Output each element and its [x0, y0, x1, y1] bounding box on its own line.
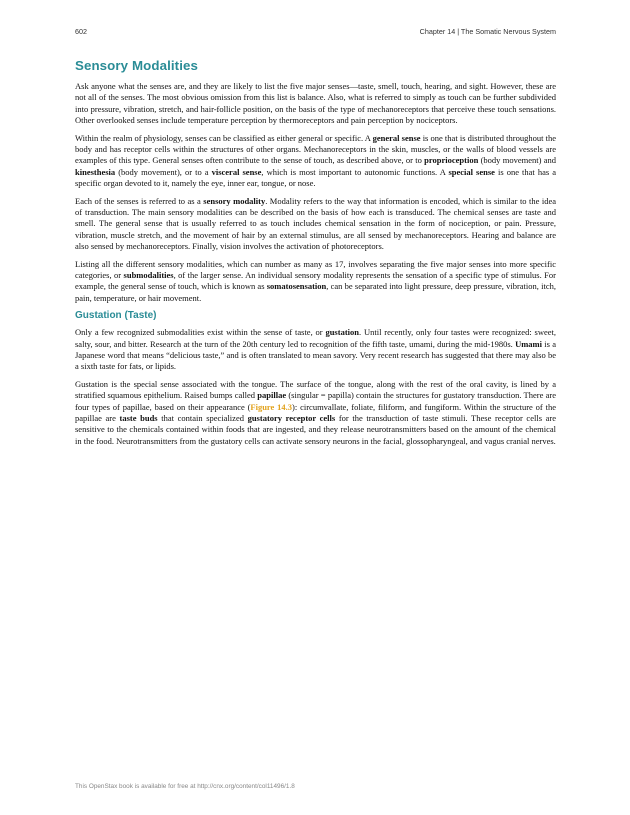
text: is a Japanese word that means “delicious taste,” and is often translated to mean savory. Very recent research has suggested that there may also be a sixth taste for fats, or lipids.: [75, 338, 556, 372]
text: . Until recently, only four tastes were recognized: sweet, salty, sour, and bitter. Research at the turn of the 20th century led to recognition of the fifth taste, umami, during the mid-1980s.: [75, 327, 556, 349]
paragraph-general-special: [75, 133, 556, 189]
text: Ask anyone what the senses are, and they are likely to list the five major senses—taste, smell, touch, hearing, and sight. However, these are not all of the senses. The most obvious omission from this list is balance. Also, what is referred to simply as touch can be further subdivided into pressure, vibration, stretch, and hair-follicle position, on the basis of the type of mechanoreceptors that perceive these touch sensations. Other overlooked senses include temperature perception by thermoreceptors and pain perception by nociceptors.: [75, 81, 556, 125]
term-taste-buds: taste buds: [119, 412, 158, 423]
paragraph-tongue: [75, 379, 556, 447]
text: Each of the senses is referred to as a: [75, 195, 204, 206]
text: Only a few recognized submodalities exist within the sense of taste, or: [75, 327, 326, 338]
term-special-sense: special sense: [448, 166, 495, 177]
subsection-title: Gustation (Taste): [75, 310, 157, 322]
text: Gustation is the special sense associated with the tongue. The surface of the tongue, along with the rest of the oral cavity, is lined by a stratified squamous epithelium. Raised bumps called: [75, 379, 556, 401]
term-somatosensation: somatosensation: [266, 281, 327, 292]
chapter-title: Chapter 14 | The Somatic Nervous System: [419, 27, 556, 36]
text: , can be separated into light pressure, deep pressure, vibration, itch, pain, temperature, or hair movement.: [75, 281, 556, 303]
text: Listing all the different sensory modalities, which can number as many as 17, involves separating the five major senses into more specific categories, or: [75, 258, 556, 280]
term-kinesthesia: kinesthesia: [75, 166, 116, 177]
text: , which is most important to autonomic functions. A: [261, 166, 449, 177]
text: (singular = papilla) contain the structures for gustatory transduction. There are four types of papillae, based on their appearance (: [75, 390, 556, 412]
term-gustation: gustation: [325, 327, 359, 338]
figure-link[interactable]: Figure 14.3: [250, 401, 293, 412]
paragraph-gustation: [75, 327, 556, 372]
paragraph-sensory-modality: [75, 196, 556, 252]
text: (body movement) and: [478, 155, 556, 166]
text: is one that is distributed throughout the body and has receptor cells within the structures of other organs. Mechanoreceptors in the skin, muscles, or the walls of blood vessels are examples of this type. General senses often contribute to the sense of touch, as described above, or to: [75, 132, 556, 166]
paragraph-submodalities: [75, 259, 556, 304]
page-number: 602: [75, 27, 87, 36]
text: ): circumvallate, foliate, filiform, and fungiform. Within the structure of the papillae are: [75, 401, 556, 423]
section-title: Sensory Modalities: [75, 58, 198, 73]
text: Within the realm of physiology, senses can be classified as either general or specific. A: [75, 132, 373, 143]
term-umami: Umami: [515, 338, 542, 349]
term-submodalities: submodalities: [123, 269, 174, 280]
text: , of the larger sense. An individual sensory modality represents the sensation of a specific type of stimulus. For example, the general sense of touch, which is known as: [75, 269, 556, 292]
running-header: [75, 27, 556, 39]
term-general-sense: general sense: [372, 132, 421, 143]
paragraph-senses-intro: [75, 81, 556, 126]
text: (body movement), or to a: [115, 166, 212, 177]
term-visceral-sense: visceral sense: [211, 166, 262, 177]
text: is one that has a specific organ devoted to it, namely the eye, inner ear, tongue, or nose.: [75, 166, 556, 188]
term-proprioception: proprioception: [424, 155, 479, 166]
main-content: [75, 58, 556, 453]
term-papillae: papillae: [257, 390, 287, 401]
page-footer: This OpenStax book is available for free at http://cnx.org/content/col11496/1.8: [75, 783, 295, 790]
term-gustatory-receptor-cells: gustatory receptor cells: [247, 412, 336, 423]
text: . Modality refers to the way that information is encoded, which is similar to the idea of transduction. The main sensory modalities can be described on the basis of how each is transduced. The chemical senses are taste and smell. The general sense that is usually referred to as touch includes chemical sensation in the form of nociception, or pain. Pressure, vibration, muscle stretch, and the movement of hair by an external stimulus, are all sensed by mechanoreceptors. Hearing and balance are also sensed by mechanoreceptors. Finally, vision involves the activation of photoreceptors.: [75, 195, 557, 251]
term-sensory-modality: sensory modality: [203, 195, 266, 206]
text: that contain specialized: [157, 412, 248, 423]
text: for the transduction of taste stimuli. These receptor cells are sensitive to the chemicals contained within foods that are ingested, and they release neurotransmitters based on the amount of the chemical in the food. Neurotransmitters from the gustatory cells can activate sensory neurons in the facial, glossopharyngeal, and vagus cranial nerves.: [75, 412, 556, 446]
